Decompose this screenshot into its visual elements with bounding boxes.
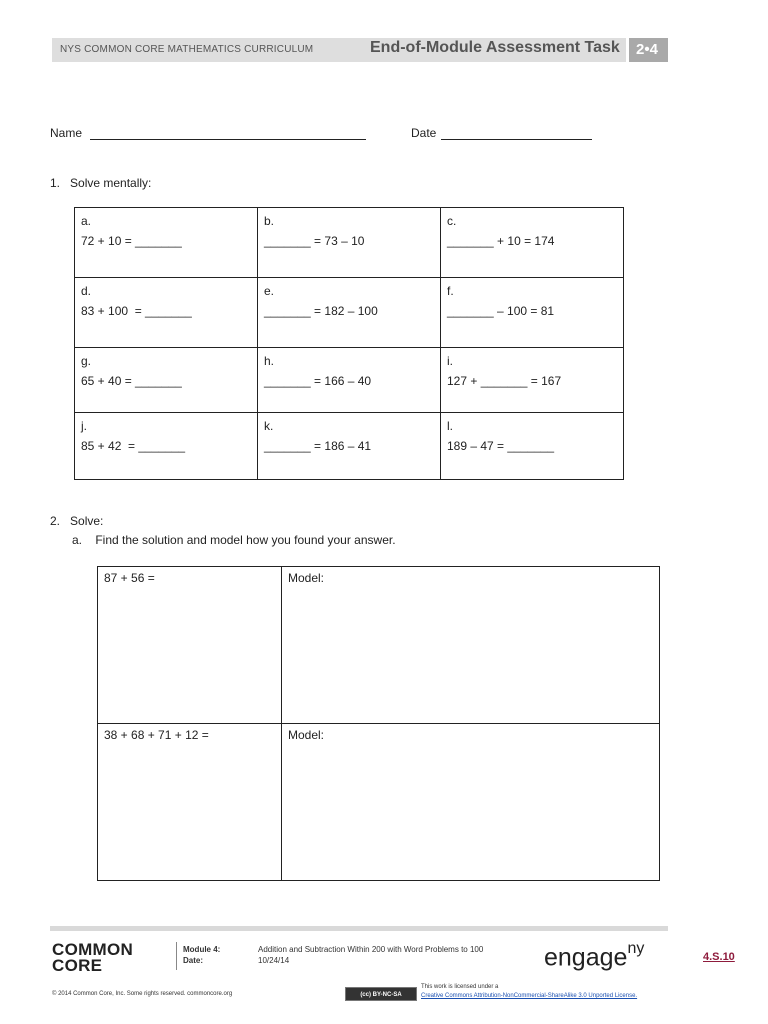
module-info: Addition and Subtraction Within 200 with Word Problems to 100 10/24/14 — [258, 945, 484, 965]
footer-rule — [50, 926, 668, 931]
page-number: 4.S.10 — [703, 951, 735, 963]
q1-grid — [74, 207, 624, 480]
page-title: End-of-Module Assessment Task — [370, 39, 620, 56]
q1-cell-d: d. 83 + 100 = _______ — [75, 278, 258, 348]
curriculum-label: NYS COMMON CORE MATHEMATICS CURRICULUM — [60, 44, 314, 55]
engageny-logo: engage$^{ny}$ — [544, 940, 645, 972]
q2-part-a: a. Find the solution and model how you found your answer. — [72, 533, 396, 547]
q1-cell-b: b. _______ = 73 – 10 — [258, 208, 441, 278]
module-labels: Module 4: Date: — [183, 945, 221, 965]
q1-cell-a: a. 72 + 10 = _______ — [75, 208, 258, 278]
q2-model-2: Model: — [282, 724, 660, 881]
name-line — [90, 127, 366, 140]
module-badge — [626, 38, 668, 62]
date-label: Date — [411, 126, 437, 140]
license-link[interactable]: Creative Commons Attribution-NonCommercial-ShareAlike 3.0 Unported License. — [421, 993, 638, 999]
q1-cell-i: i. 127 + _______ = 167 — [441, 348, 624, 413]
copyright: © 2014 Common Core, Inc. Some rights reserved. commoncore.org — [52, 991, 233, 997]
q2-prompt: 2. Solve: — [50, 514, 104, 528]
module-badge-label: 2•4 — [636, 41, 658, 58]
q1-cell-k: k. _______ = 186 – 41 — [258, 413, 441, 480]
footer-divider — [176, 942, 177, 970]
q1-cell-h: h. _______ = 166 – 40 — [258, 348, 441, 413]
q2-model-1: Model: — [282, 567, 660, 724]
q1-cell-l: l. 189 – 47 = _______ — [441, 413, 624, 480]
name-label: Name — [50, 126, 83, 140]
q1-cell-e: e. _______ = 182 – 100 — [258, 278, 441, 348]
q1-cell-f: f. _______ – 100 = 81 — [441, 278, 624, 348]
q2-problem-1: 87 + 56 = — [98, 567, 282, 724]
license-text: This work is licensed under a — [421, 984, 499, 990]
q1-cell-c: c. _______ + 10 = 174 — [441, 208, 624, 278]
date-line — [441, 127, 592, 140]
q1-cell-g: g. 65 + 40 = _______ — [75, 348, 258, 413]
q2-grid — [97, 566, 660, 881]
common-core-logo: COMMON CORE — [52, 940, 134, 975]
q2-problem-2: 38 + 68 + 71 + 12 = — [98, 724, 282, 881]
q1-cell-j: j. 85 + 42 = _______ — [75, 413, 258, 480]
q1-prompt: 1. Solve mentally: — [50, 176, 152, 190]
cc-license-icon: (cc) BY-NC-SA — [345, 987, 417, 1001]
